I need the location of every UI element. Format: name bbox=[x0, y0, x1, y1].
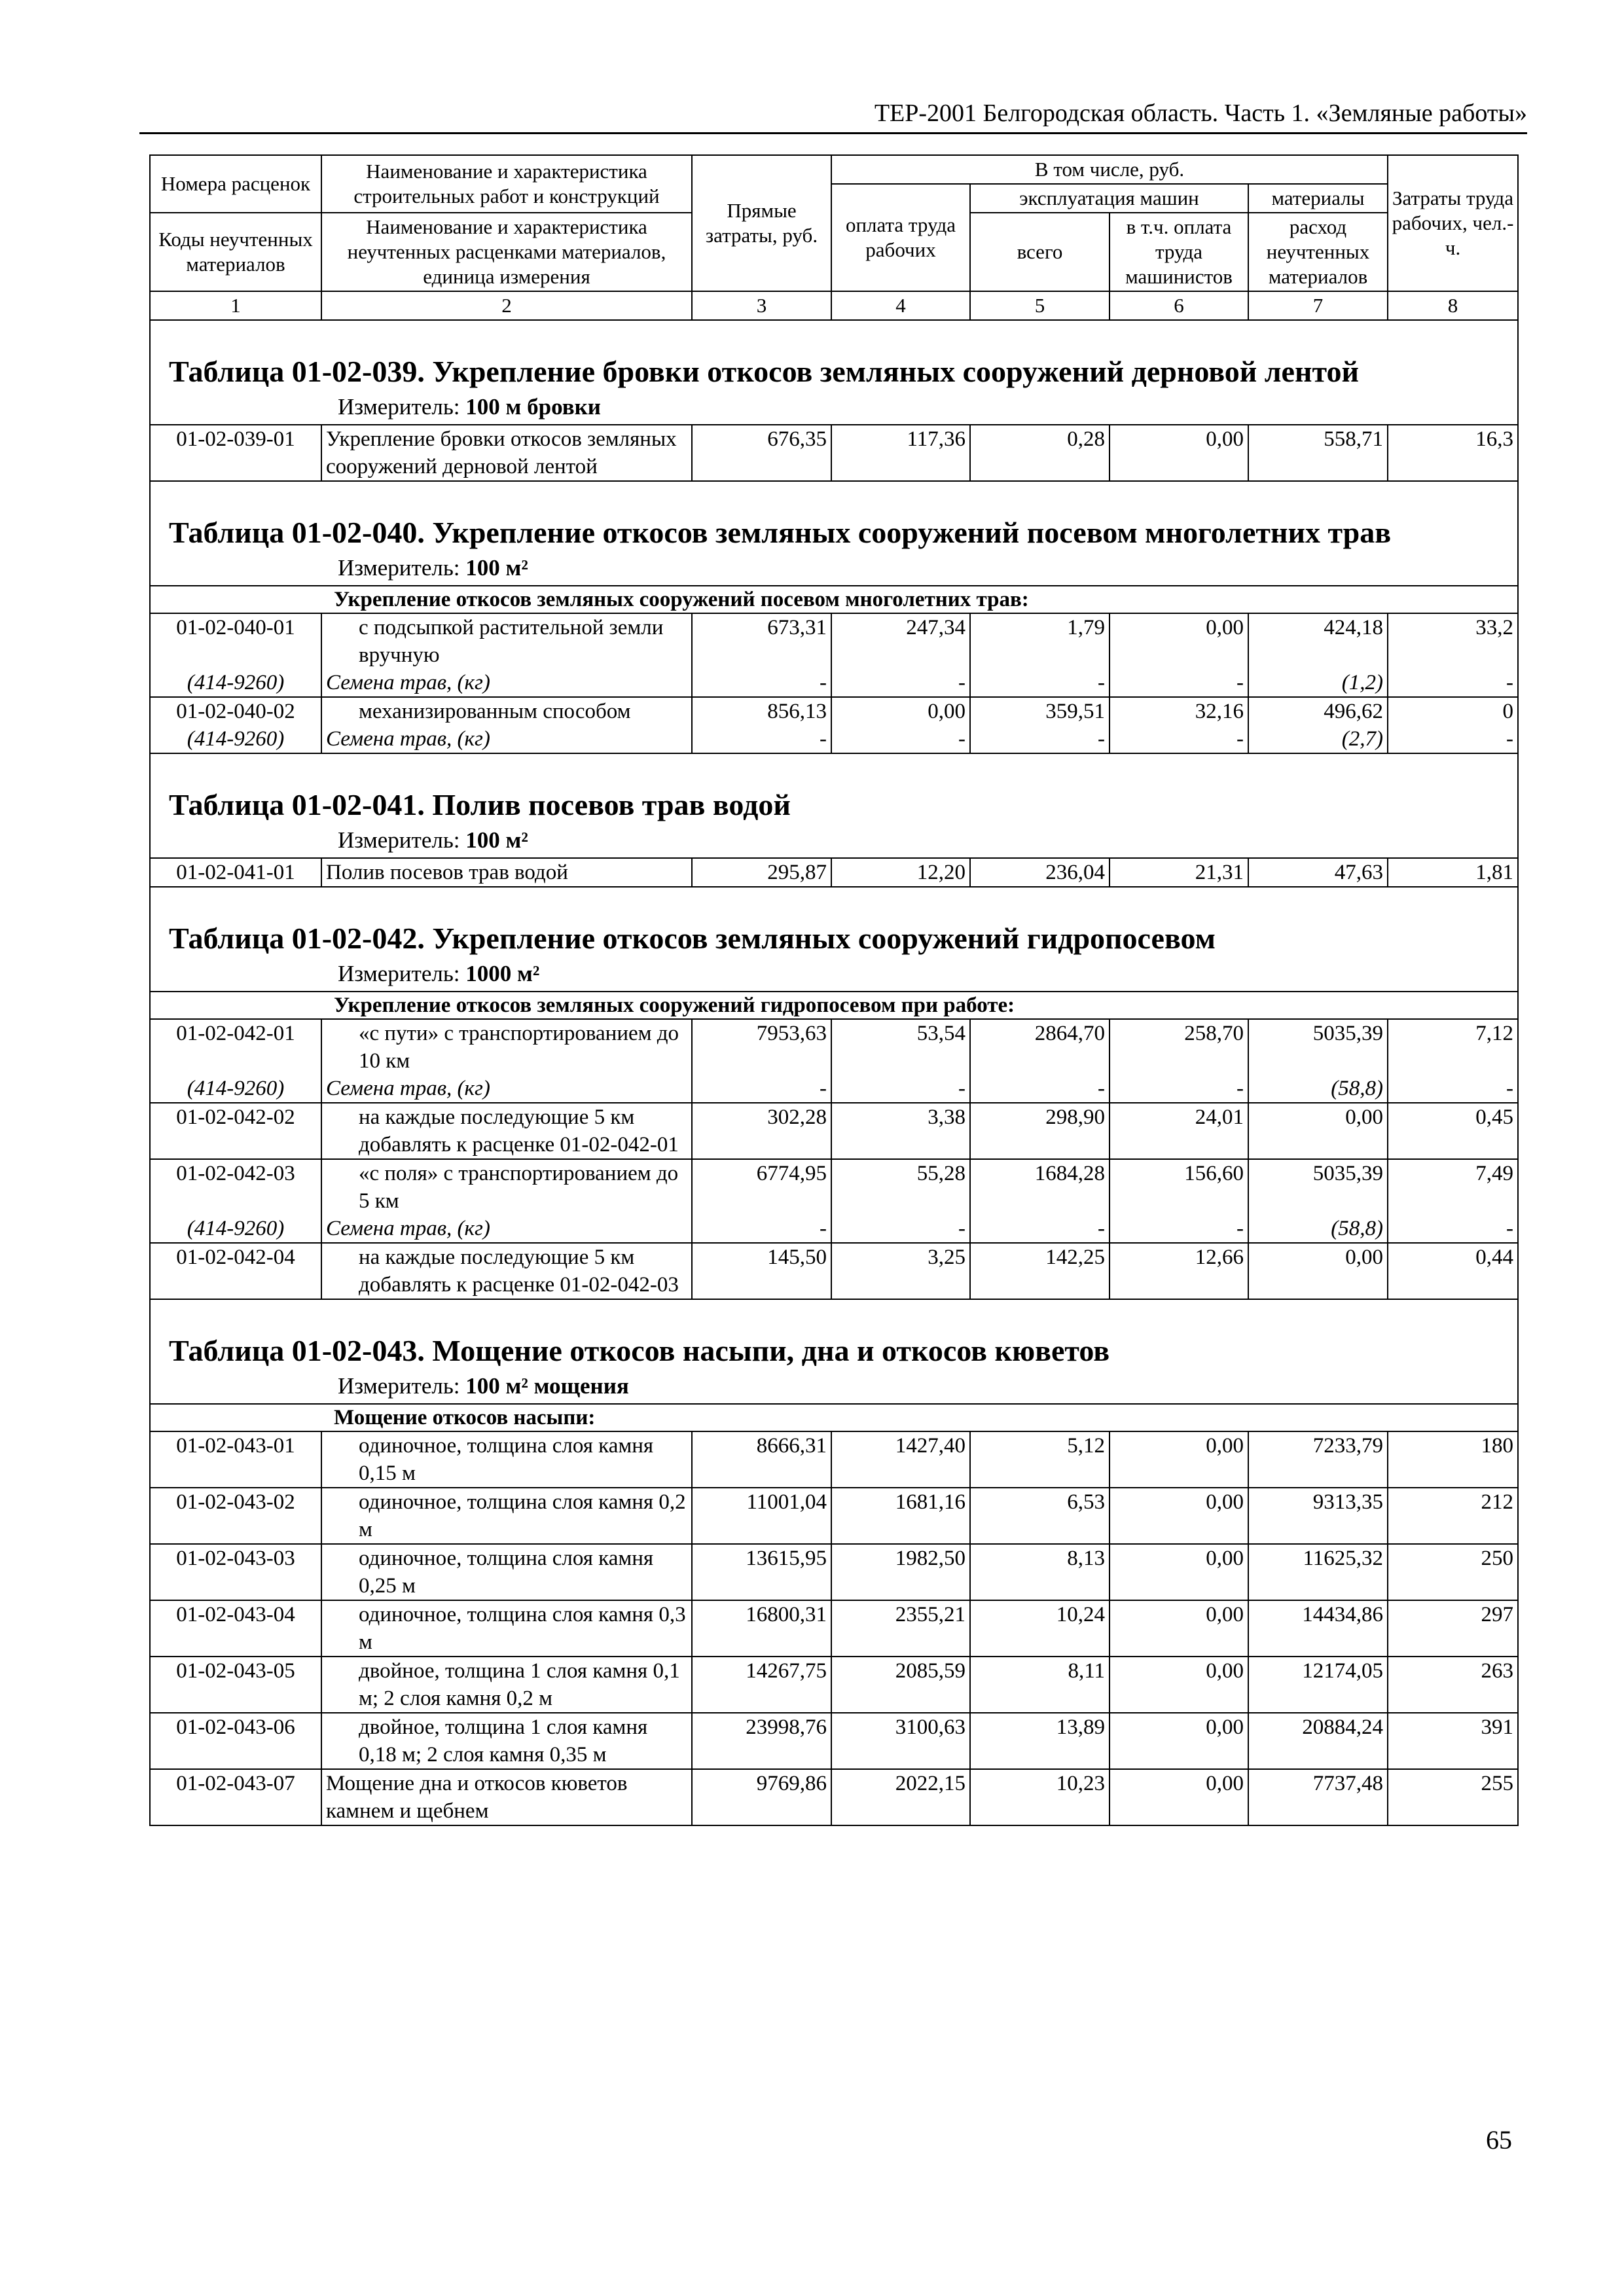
table-title-043: Таблица 01-02-043. Мощение откосов насыпи, дна и откосов кюветов bbox=[169, 1334, 1110, 1367]
materials: 0,00 bbox=[1248, 1103, 1388, 1159]
header-including: В том числе, руб. bbox=[831, 155, 1388, 184]
operators-pay: 0,00 bbox=[1110, 1600, 1248, 1657]
direct-costs: - bbox=[692, 1215, 831, 1243]
table-row bbox=[150, 1713, 1518, 1769]
operators-pay: 0,00 bbox=[1110, 1657, 1248, 1713]
table-row bbox=[150, 1159, 1518, 1215]
col-number: 4 bbox=[831, 291, 970, 320]
measure-label: Измеритель: bbox=[338, 394, 460, 420]
rate-name: с подсыпкой растительной земли вручную bbox=[321, 613, 692, 669]
materials: (1,2) bbox=[1248, 669, 1388, 697]
table-row bbox=[150, 1657, 1518, 1713]
labor-hours: 0 bbox=[1388, 697, 1518, 725]
table-row bbox=[150, 1019, 1518, 1075]
materials: 9313,35 bbox=[1248, 1488, 1388, 1544]
labor-pay: - bbox=[831, 669, 970, 697]
labor-pay: - bbox=[831, 1215, 970, 1243]
materials: 12174,05 bbox=[1248, 1657, 1388, 1713]
header-labor-hours: Затраты труда рабочих, чел.-ч. bbox=[1388, 155, 1518, 291]
table-row bbox=[150, 858, 1518, 887]
rate-name: на каждые последующие 5 км добавлять к расценке 01-02-042-03 bbox=[321, 1243, 692, 1299]
labor-hours: 297 bbox=[1388, 1600, 1518, 1657]
rate-name: одиночное, толщина слоя камня 0,3 м bbox=[321, 1600, 692, 1657]
material-code: (414-9260) bbox=[150, 1215, 321, 1243]
direct-costs: 673,31 bbox=[692, 613, 831, 669]
rate-name: одиночное, толщина слоя камня 0,25 м bbox=[321, 1544, 692, 1600]
material-code: (414-9260) bbox=[150, 725, 321, 753]
materials: (58,8) bbox=[1248, 1075, 1388, 1103]
materials: 14434,86 bbox=[1248, 1600, 1388, 1657]
rate-code: 01-02-042-01 bbox=[150, 1019, 321, 1075]
direct-costs: 23998,76 bbox=[692, 1713, 831, 1769]
rates-table-wrap bbox=[149, 154, 1517, 1826]
machines-total: 142,25 bbox=[970, 1243, 1110, 1299]
operators-pay: 0,00 bbox=[1110, 613, 1248, 669]
machines-total: 298,90 bbox=[970, 1103, 1110, 1159]
machines-total: - bbox=[970, 1075, 1110, 1103]
rate-code: 01-02-043-04 bbox=[150, 1600, 321, 1657]
header-material-consumption: расход неучтенных материалов bbox=[1248, 213, 1388, 291]
labor-pay: 12,20 bbox=[831, 858, 970, 887]
materials: 0,00 bbox=[1248, 1243, 1388, 1299]
machines-total: 10,24 bbox=[970, 1600, 1110, 1657]
material-code: (414-9260) bbox=[150, 1075, 321, 1103]
labor-pay: 0,00 bbox=[831, 697, 970, 725]
table-row bbox=[150, 1488, 1518, 1544]
machines-total: 1684,28 bbox=[970, 1159, 1110, 1215]
table-title-042: Таблица 01-02-042. Укрепление откосов земляных сооружений гидропосевом bbox=[169, 922, 1216, 955]
rate-code: 01-02-042-02 bbox=[150, 1103, 321, 1159]
labor-pay: 117,36 bbox=[831, 425, 970, 481]
labor-hours: 7,12 bbox=[1388, 1019, 1518, 1075]
labor-hours: 212 bbox=[1388, 1488, 1518, 1544]
labor-pay: 3100,63 bbox=[831, 1713, 970, 1769]
rate-code: 01-02-043-05 bbox=[150, 1657, 321, 1713]
rate-code: 01-02-043-07 bbox=[150, 1769, 321, 1825]
machines-total: 13,89 bbox=[970, 1713, 1110, 1769]
table-row bbox=[150, 613, 1518, 669]
operators-pay: 24,01 bbox=[1110, 1103, 1248, 1159]
material-name: Семена трав, (кг) bbox=[321, 669, 692, 697]
material-row bbox=[150, 1215, 1518, 1243]
table-row bbox=[150, 1431, 1518, 1488]
operators-pay: 0,00 bbox=[1110, 1769, 1248, 1825]
table-row bbox=[150, 1544, 1518, 1600]
rate-name: Полив посевов трав водой bbox=[321, 858, 692, 887]
material-name: Семена трав, (кг) bbox=[321, 1075, 692, 1103]
rates-table bbox=[149, 154, 1519, 1826]
operators-pay: 258,70 bbox=[1110, 1019, 1248, 1075]
page-number: 65 bbox=[1486, 2125, 1512, 2155]
measure-label: Измеритель: bbox=[338, 555, 460, 581]
col-number: 3 bbox=[692, 291, 831, 320]
section-subheading: Укрепление откосов земляных сооружений гидропосевом при работе: bbox=[150, 992, 1518, 1019]
operators-pay: - bbox=[1110, 1215, 1248, 1243]
rate-code: 01-02-042-03 bbox=[150, 1159, 321, 1215]
header-rate-numbers: Номера расценок bbox=[150, 155, 321, 213]
header-operators-pay: в т.ч. оплата труда машинистов bbox=[1110, 213, 1248, 291]
col-number: 6 bbox=[1110, 291, 1248, 320]
rate-name: двойное, толщина 1 слоя камня 0,18 м; 2 слоя камня 0,35 м bbox=[321, 1713, 692, 1769]
col-number: 8 bbox=[1388, 291, 1518, 320]
rate-code: 01-02-039-01 bbox=[150, 425, 321, 481]
operators-pay: 21,31 bbox=[1110, 858, 1248, 887]
labor-pay: 1681,16 bbox=[831, 1488, 970, 1544]
table-title-041: Таблица 01-02-041. Полив посевов трав водой bbox=[169, 788, 791, 821]
rate-code: 01-02-043-03 bbox=[150, 1544, 321, 1600]
direct-costs: 9769,86 bbox=[692, 1769, 831, 1825]
machines-total: 2864,70 bbox=[970, 1019, 1110, 1075]
materials: 47,63 bbox=[1248, 858, 1388, 887]
labor-hours: 33,2 bbox=[1388, 613, 1518, 669]
rate-code: 01-02-040-02 bbox=[150, 697, 321, 725]
labor-pay: 2085,59 bbox=[831, 1657, 970, 1713]
running-title: ТЕР-2001 Белгородская область. Часть 1. «Земляные работы» bbox=[139, 98, 1527, 134]
direct-costs: 295,87 bbox=[692, 858, 831, 887]
materials: 7233,79 bbox=[1248, 1431, 1388, 1488]
operators-pay: 0,00 bbox=[1110, 1488, 1248, 1544]
table-row bbox=[150, 1600, 1518, 1657]
material-name: Семена трав, (кг) bbox=[321, 725, 692, 753]
labor-pay: - bbox=[831, 1075, 970, 1103]
machines-total: 8,11 bbox=[970, 1657, 1110, 1713]
material-row bbox=[150, 669, 1518, 697]
section-subheading: Мощение откосов насыпи: bbox=[150, 1404, 1518, 1431]
operators-pay: 32,16 bbox=[1110, 697, 1248, 725]
labor-pay: 3,25 bbox=[831, 1243, 970, 1299]
direct-costs: 676,35 bbox=[692, 425, 831, 481]
table-row bbox=[150, 1769, 1518, 1825]
table-title-040: Таблица 01-02-040. Укрепление откосов земляных сооружений посевом многолетних трав bbox=[169, 516, 1392, 549]
materials: 558,71 bbox=[1248, 425, 1388, 481]
labor-hours: 0,45 bbox=[1388, 1103, 1518, 1159]
direct-costs: 302,28 bbox=[692, 1103, 831, 1159]
rate-code: 01-02-043-06 bbox=[150, 1713, 321, 1769]
labor-hours: - bbox=[1388, 1215, 1518, 1243]
operators-pay: 0,00 bbox=[1110, 1431, 1248, 1488]
header-material-names: Наименование и характеристика неучтенных расценками материалов, единица измерения bbox=[321, 213, 692, 291]
column-numbers-row bbox=[150, 291, 1518, 320]
material-row bbox=[150, 725, 1518, 753]
measure-label: Измеритель: bbox=[338, 961, 460, 986]
operators-pay: 156,60 bbox=[1110, 1159, 1248, 1215]
rate-code: 01-02-043-01 bbox=[150, 1431, 321, 1488]
measure-042 bbox=[151, 960, 1517, 991]
measure-value: 100 м² мощения bbox=[465, 1373, 629, 1399]
header-materials: материалы bbox=[1248, 184, 1388, 213]
rate-name: одиночное, толщина слоя камня 0,2 м bbox=[321, 1488, 692, 1544]
labor-pay: 53,54 bbox=[831, 1019, 970, 1075]
labor-hours: 180 bbox=[1388, 1431, 1518, 1488]
labor-hours: - bbox=[1388, 1075, 1518, 1103]
labor-hours: 16,3 bbox=[1388, 425, 1518, 481]
materials: 11625,32 bbox=[1248, 1544, 1388, 1600]
rate-code: 01-02-041-01 bbox=[150, 858, 321, 887]
rate-name: «с пути» с транспортированием до 10 км bbox=[321, 1019, 692, 1075]
direct-costs: - bbox=[692, 725, 831, 753]
direct-costs: 8666,31 bbox=[692, 1431, 831, 1488]
header-direct-costs: Прямые затраты, руб. bbox=[692, 155, 831, 291]
material-code: (414-9260) bbox=[150, 669, 321, 697]
header-material-codes: Коды неучтенных материалов bbox=[150, 213, 321, 291]
labor-pay: 3,38 bbox=[831, 1103, 970, 1159]
rate-name: одиночное, толщина слоя камня 0,15 м bbox=[321, 1431, 692, 1488]
operators-pay: 0,00 bbox=[1110, 1544, 1248, 1600]
labor-pay: 2022,15 bbox=[831, 1769, 970, 1825]
direct-costs: 11001,04 bbox=[692, 1488, 831, 1544]
materials: 20884,24 bbox=[1248, 1713, 1388, 1769]
measure-value: 100 м² bbox=[465, 827, 528, 853]
machines-total: - bbox=[970, 669, 1110, 697]
machines-total: 6,53 bbox=[970, 1488, 1110, 1544]
material-name: Семена трав, (кг) bbox=[321, 1215, 692, 1243]
machines-total: 359,51 bbox=[970, 697, 1110, 725]
labor-hours: 391 bbox=[1388, 1713, 1518, 1769]
labor-hours: 255 bbox=[1388, 1769, 1518, 1825]
direct-costs: - bbox=[692, 1075, 831, 1103]
measure-040 bbox=[151, 554, 1517, 585]
col-number: 1 bbox=[150, 291, 321, 320]
labor-pay: 1427,40 bbox=[831, 1431, 970, 1488]
operators-pay: - bbox=[1110, 669, 1248, 697]
col-number: 5 bbox=[970, 291, 1110, 320]
direct-costs: 14267,75 bbox=[692, 1657, 831, 1713]
labor-hours: 1,81 bbox=[1388, 858, 1518, 887]
machines-total: - bbox=[970, 1215, 1110, 1243]
table-row bbox=[150, 1243, 1518, 1299]
col-number: 7 bbox=[1248, 291, 1388, 320]
machines-total: - bbox=[970, 725, 1110, 753]
direct-costs: 16800,31 bbox=[692, 1600, 831, 1657]
labor-pay: 1982,50 bbox=[831, 1544, 970, 1600]
direct-costs: 856,13 bbox=[692, 697, 831, 725]
rate-code: 01-02-042-04 bbox=[150, 1243, 321, 1299]
measure-041 bbox=[151, 826, 1517, 857]
machines-total: 8,13 bbox=[970, 1544, 1110, 1600]
direct-costs: 6774,95 bbox=[692, 1159, 831, 1215]
labor-hours: 250 bbox=[1388, 1544, 1518, 1600]
col-number: 2 bbox=[321, 291, 692, 320]
rate-name: Укрепление бровки откосов земляных сооружений дерновой лентой bbox=[321, 425, 692, 481]
header-work-name: Наименование и характеристика строительных работ и конструкций bbox=[321, 155, 692, 213]
header-labor-pay: оплата труда рабочих bbox=[831, 184, 970, 291]
measure-value: 100 м бровки bbox=[465, 394, 601, 420]
header-machines-total: всего bbox=[970, 213, 1110, 291]
operators-pay: 0,00 bbox=[1110, 1713, 1248, 1769]
labor-pay: 2355,21 bbox=[831, 1600, 970, 1657]
material-row bbox=[150, 1075, 1518, 1103]
direct-costs: 7953,63 bbox=[692, 1019, 831, 1075]
measure-value: 100 м² bbox=[465, 555, 528, 581]
operators-pay: - bbox=[1110, 725, 1248, 753]
labor-pay: - bbox=[831, 725, 970, 753]
materials: (58,8) bbox=[1248, 1215, 1388, 1243]
materials: 7737,48 bbox=[1248, 1769, 1388, 1825]
rate-name: Мощение дна и откосов кюветов камнем и щебнем bbox=[321, 1769, 692, 1825]
rate-name: двойное, толщина 1 слоя камня 0,1 м; 2 слоя камня 0,2 м bbox=[321, 1657, 692, 1713]
rate-name: «с поля» с транспортированием до 5 км bbox=[321, 1159, 692, 1215]
measure-043 bbox=[151, 1372, 1517, 1403]
direct-costs: - bbox=[692, 669, 831, 697]
rate-code: 01-02-040-01 bbox=[150, 613, 321, 669]
operators-pay: 0,00 bbox=[1110, 425, 1248, 481]
labor-hours: - bbox=[1388, 669, 1518, 697]
header-machines: эксплуатация машин bbox=[970, 184, 1248, 213]
table-row bbox=[150, 697, 1518, 725]
section-subheading: Укрепление откосов земляных сооружений посевом многолетних трав: bbox=[150, 586, 1518, 613]
machines-total: 1,79 bbox=[970, 613, 1110, 669]
machines-total: 236,04 bbox=[970, 858, 1110, 887]
table-title-039: Таблица 01-02-039. Укрепление бровки откосов земляных сооружений дерновой лентой bbox=[169, 355, 1359, 388]
rate-name: на каждые последующие 5 км добавлять к расценке 01-02-042-01 bbox=[321, 1103, 692, 1159]
materials: (2,7) bbox=[1248, 725, 1388, 753]
materials: 496,62 bbox=[1248, 697, 1388, 725]
machines-total: 0,28 bbox=[970, 425, 1110, 481]
labor-hours: 7,49 bbox=[1388, 1159, 1518, 1215]
labor-hours: 263 bbox=[1388, 1657, 1518, 1713]
measure-039 bbox=[151, 393, 1517, 424]
materials: 424,18 bbox=[1248, 613, 1388, 669]
measure-value: 1000 м² bbox=[465, 961, 540, 986]
direct-costs: 145,50 bbox=[692, 1243, 831, 1299]
labor-hours: 0,44 bbox=[1388, 1243, 1518, 1299]
materials: 5035,39 bbox=[1248, 1019, 1388, 1075]
table-header bbox=[150, 155, 1518, 320]
direct-costs: 13615,95 bbox=[692, 1544, 831, 1600]
labor-hours: - bbox=[1388, 725, 1518, 753]
machines-total: 10,23 bbox=[970, 1769, 1110, 1825]
rate-name: механизированным способом bbox=[321, 697, 692, 725]
rate-code: 01-02-043-02 bbox=[150, 1488, 321, 1544]
measure-label: Измеритель: bbox=[338, 1373, 460, 1399]
labor-pay: 55,28 bbox=[831, 1159, 970, 1215]
measure-label: Измеритель: bbox=[338, 827, 460, 853]
table-row bbox=[150, 425, 1518, 481]
labor-pay: 247,34 bbox=[831, 613, 970, 669]
table-row bbox=[150, 1103, 1518, 1159]
operators-pay: 12,66 bbox=[1110, 1243, 1248, 1299]
materials: 5035,39 bbox=[1248, 1159, 1388, 1215]
machines-total: 5,12 bbox=[970, 1431, 1110, 1488]
operators-pay: - bbox=[1110, 1075, 1248, 1103]
